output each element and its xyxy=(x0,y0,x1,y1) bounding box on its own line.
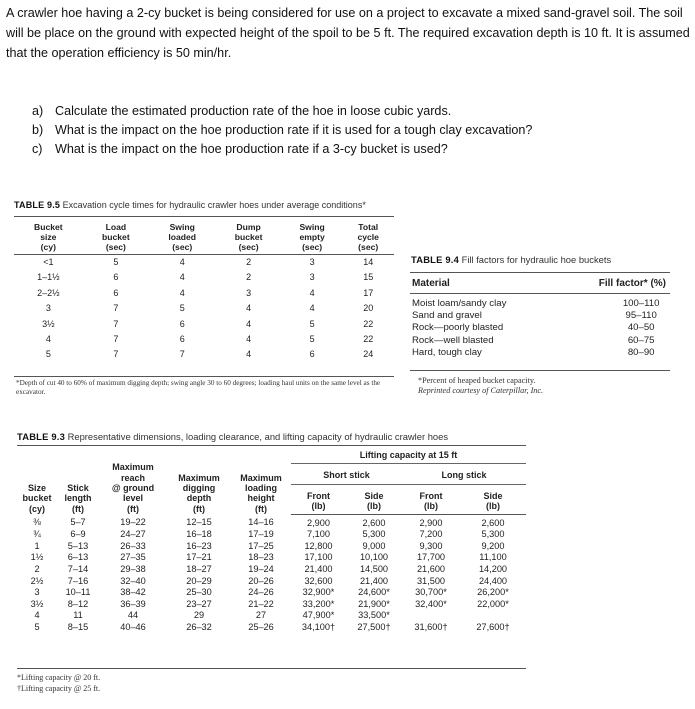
table93-footnote: †Lifting capacity @ 25 ft. xyxy=(17,684,101,693)
table-cell: 21,600 xyxy=(416,564,446,574)
table-row xyxy=(14,332,394,347)
table-cell: 3½ xyxy=(42,318,55,329)
table-cell: 32–40 xyxy=(120,575,146,586)
header-line: empty xyxy=(299,232,325,242)
table-cell: 14 xyxy=(363,257,374,267)
table-cell xyxy=(460,610,526,622)
table94-number: TABLE 9.4 xyxy=(411,254,459,265)
header-line: height xyxy=(247,493,275,504)
question-item xyxy=(32,102,672,121)
table-row xyxy=(410,294,670,311)
table93-bottom-rule xyxy=(17,668,526,669)
table-cell: 1 xyxy=(34,540,40,551)
table-cell: 25–26 xyxy=(248,621,274,632)
table-cell: 12,800 xyxy=(304,540,333,551)
table-cell: 4 xyxy=(246,349,252,360)
header-line: reach xyxy=(120,472,146,483)
table-cell: 14–16 xyxy=(248,517,274,528)
table-row xyxy=(410,322,670,334)
table93-header-side xyxy=(460,484,526,514)
table-cell: 1½ xyxy=(30,552,44,563)
table93-caption xyxy=(17,427,448,445)
table-cell: 40–46 xyxy=(120,621,146,632)
question-list xyxy=(32,102,672,159)
table-cell: 7 xyxy=(113,303,119,314)
table-cell: 33,200* xyxy=(302,598,335,609)
table-cell: 2 xyxy=(34,564,40,574)
table-cell: 7–14 xyxy=(67,564,89,574)
header-line: Stick xyxy=(67,482,89,493)
table-cell: 17,100 xyxy=(304,552,333,563)
table-cell: 21–22 xyxy=(248,598,274,609)
table-cell: 26–33 xyxy=(120,540,146,551)
table-cell: 10–11 xyxy=(65,587,91,598)
table95-title: Excavation cycle times for hydraulic crawler hoes under average conditions* xyxy=(62,200,366,210)
table-cell: 4 xyxy=(309,287,315,298)
table-row xyxy=(17,552,526,564)
table-cell: 20–29 xyxy=(186,575,212,586)
table-cell: 5 xyxy=(309,334,315,345)
header-line: Front xyxy=(307,490,330,501)
header-line: Maximum xyxy=(178,472,220,483)
table-cell: 5 xyxy=(179,303,185,314)
table-row xyxy=(17,541,526,553)
table-cell: 5 xyxy=(309,318,315,329)
table-cell: 24,600* xyxy=(358,587,390,598)
table-cell: Moist loam/sandy clay xyxy=(412,298,507,309)
table-cell: 33,500* xyxy=(358,610,390,621)
table-cell: 3½ xyxy=(30,598,44,609)
header-line: depth xyxy=(186,493,212,504)
table-cell: 24 xyxy=(363,349,374,360)
table-row xyxy=(17,599,526,611)
table-cell: 4 xyxy=(34,610,40,621)
table-cell: 8–15 xyxy=(67,621,89,632)
table-cell: 5–7 xyxy=(70,517,86,528)
table-row xyxy=(17,576,526,588)
table-row xyxy=(14,270,394,285)
table-cell: 4 xyxy=(45,334,51,345)
header-line: bucket xyxy=(22,493,52,504)
table-cell: 16–18 xyxy=(186,529,212,540)
table-row xyxy=(14,255,394,271)
table93-header-front xyxy=(291,484,346,514)
table95-number: TABLE 9.5 xyxy=(14,200,61,210)
table-cell: ⅜ xyxy=(33,517,41,528)
table-cell: 19–24 xyxy=(248,564,274,574)
table94-header-fill-factor: Fill factor* (%) xyxy=(522,278,670,294)
table94-bottom-rule xyxy=(410,370,670,371)
question-text: What is the impact on the hoe production rate if a 3-cy bucket is used? xyxy=(55,142,448,156)
table93-header-front xyxy=(402,484,460,514)
problem-statement: A crawler hoe having a 2-cy bucket is being considered for use on a project to excavate a mixed sand-gravel soil. The soil will be place on the ground with expected height of the spoil to be 5 ft. The required excavation depth is 10 ft. It is assumed that the operation efficiency is 50 min/hr. xyxy=(6,6,690,60)
table-cell: 5,300 xyxy=(362,529,386,540)
header-line: Size xyxy=(27,482,46,493)
table-cell: 22 xyxy=(363,334,374,345)
table93-header-height xyxy=(231,450,291,514)
table-cell: 4 xyxy=(246,334,252,345)
table-cell: 11,100 xyxy=(479,552,507,563)
table-cell: 36–39 xyxy=(120,598,146,609)
table-cell: 7,100 xyxy=(307,529,330,540)
table-cell: 1–1½ xyxy=(37,272,60,283)
table-cell: 11 xyxy=(73,610,83,621)
table-cell: 5 xyxy=(113,257,119,267)
table-cell: 60–75 xyxy=(627,334,655,346)
table-cell: 4 xyxy=(246,303,252,314)
header-line: (lb) xyxy=(486,501,500,512)
table93-header-lifting: Lifting capacity at 15 ft xyxy=(291,450,526,464)
table-cell: 4 xyxy=(246,318,252,329)
table-cell: 27,500† xyxy=(357,621,391,632)
table-cell: 6 xyxy=(113,287,119,298)
table-cell: 27 xyxy=(255,610,267,621)
header-line: (ft) xyxy=(72,503,84,514)
table93-top-rule xyxy=(17,445,526,446)
header-line: (ft) xyxy=(255,503,267,514)
table-cell: 2½ xyxy=(30,575,44,586)
table-cell: 2 xyxy=(246,272,252,283)
header-line: @ ground xyxy=(111,482,155,493)
table-cell: ¾ xyxy=(33,529,41,540)
table-cell: 44 xyxy=(127,610,139,621)
table-row xyxy=(410,347,670,359)
table93-header-size xyxy=(17,450,57,514)
table93-number: TABLE 9.3 xyxy=(17,431,65,442)
table95-footnote: *Depth of cut 40 to 60% of maximum digging depth; swing angle 30 to 60 degrees; loading haul units on the same level as the excavator. xyxy=(16,379,381,396)
table-cell: 5 xyxy=(34,621,40,632)
table-cell: 20 xyxy=(363,303,374,314)
question-label: a) xyxy=(32,104,44,118)
table-cell: 2,900 xyxy=(419,517,443,528)
table95-header-swing-loaded xyxy=(149,222,215,255)
table-cell: 20–26 xyxy=(248,575,274,586)
table-cell: 2,900 xyxy=(307,517,330,528)
table-cell: 5 xyxy=(45,349,51,360)
header-line: (lb) xyxy=(424,501,438,512)
table94-footnote: *Percent of heaped bucket capacity. xyxy=(418,376,536,385)
question-item xyxy=(32,140,672,159)
table-cell: 15 xyxy=(363,272,374,283)
question-item xyxy=(32,121,672,140)
header-line: (sec) xyxy=(358,242,379,252)
table-cell: 2,600 xyxy=(362,517,386,528)
question-text: Calculate the estimated production rate of the hoe in loose cubic yards. xyxy=(55,104,452,118)
table95-header-load xyxy=(83,222,149,255)
table-cell: 4 xyxy=(179,272,185,283)
table-cell: 9,300 xyxy=(419,540,443,551)
header-line: length xyxy=(64,493,92,504)
table-cell: 7–16 xyxy=(67,575,89,586)
table-cell: 24–26 xyxy=(248,587,274,598)
header-line: (lb) xyxy=(311,501,326,512)
table-row xyxy=(410,310,670,322)
table-cell: 5,300 xyxy=(481,529,505,540)
table-cell: 7 xyxy=(113,334,119,345)
header-line: Front xyxy=(419,490,443,501)
table-cell: 22 xyxy=(363,318,374,329)
table-cell: 3 xyxy=(309,257,315,267)
table-cell: 26,200* xyxy=(477,587,509,598)
table-cell: 17–25 xyxy=(248,540,274,551)
table-cell: Rock—well blasted xyxy=(412,334,494,346)
table-cell: Sand and gravel xyxy=(412,310,482,322)
table93-header-long-stick: Long stick xyxy=(402,464,526,484)
table-cell: 7 xyxy=(113,349,119,360)
table-cell: 4 xyxy=(179,257,185,267)
table93-title: Representative dimensions, loading clearance, and lifting capacity of hydraulic crawler hoes xyxy=(67,431,449,442)
header-line: (sec) xyxy=(302,242,323,252)
table-cell: 3 xyxy=(309,272,315,283)
header-line: bucket xyxy=(101,232,130,242)
table-cell: 24,400 xyxy=(478,575,508,586)
table-cell: 4 xyxy=(179,287,185,298)
table-cell: 6–13 xyxy=(67,552,89,563)
header-line: Total xyxy=(358,222,379,232)
table-cell: 32,400* xyxy=(415,598,447,609)
table-row xyxy=(14,347,394,362)
table-row xyxy=(14,286,394,301)
header-line: digging xyxy=(182,482,216,493)
table-row xyxy=(14,301,394,316)
table-cell: 31,500 xyxy=(416,575,446,586)
table-cell: 6 xyxy=(113,272,119,283)
table94-top-rule xyxy=(410,272,670,273)
table-cell: 29 xyxy=(193,610,205,621)
table-cell: 95–110 xyxy=(625,310,657,322)
header-line: (lb) xyxy=(367,501,381,512)
table-cell: Rock—poorly blasted xyxy=(412,322,504,334)
table-cell: 16–23 xyxy=(186,540,212,551)
table-cell: 29–38 xyxy=(120,564,146,574)
table93-footnotes xyxy=(17,672,100,694)
table-row xyxy=(17,610,526,622)
table-cell: 27,600† xyxy=(476,621,510,632)
table-cell: 9,000 xyxy=(362,540,386,551)
table-row xyxy=(17,622,526,634)
table-cell: 17,700 xyxy=(416,552,446,563)
table95 xyxy=(14,222,394,363)
header-line: Swing xyxy=(169,222,195,232)
table-cell: 38–42 xyxy=(120,587,146,598)
header-line: loading xyxy=(245,482,277,493)
question-text: What is the impact on the hoe production rate if it is used for a tough clay excavation? xyxy=(55,123,533,137)
table-cell: 4 xyxy=(309,303,315,314)
table-cell: 100–110 xyxy=(622,298,660,309)
table95-top-rule xyxy=(14,216,394,217)
table94-header-material: Material xyxy=(410,278,522,294)
header-line: loaded xyxy=(168,232,197,242)
table95-header-swing-empty xyxy=(282,222,343,255)
table-cell: 3 xyxy=(45,303,51,314)
table95-header-dump xyxy=(215,222,281,255)
table-cell: 17–21 xyxy=(186,552,212,563)
table-row xyxy=(410,335,670,347)
header-line: Dump xyxy=(236,222,261,232)
table94 xyxy=(410,278,670,359)
table-row xyxy=(17,529,526,541)
table-cell: 80–90 xyxy=(627,346,655,358)
table-cell: 24–27 xyxy=(120,529,146,540)
header-line: (ft) xyxy=(127,503,139,514)
header-line: Bucket xyxy=(34,222,63,232)
table-cell: 10,100 xyxy=(359,552,389,563)
table95-caption xyxy=(14,200,366,210)
header-line: Side xyxy=(364,490,384,501)
table-cell: 6 xyxy=(309,349,315,360)
table95-header-bucket-size xyxy=(14,222,83,255)
table-cell: 14,500 xyxy=(359,564,389,574)
table93-header-depth xyxy=(167,450,231,514)
table-cell: 3 xyxy=(246,287,252,298)
table93-header-short-stick: Short stick xyxy=(291,464,402,484)
table-row xyxy=(17,564,526,576)
table-cell: 18–23 xyxy=(248,552,274,563)
header-line: (cy) xyxy=(40,242,56,252)
table-row xyxy=(17,514,526,529)
header-line: (sec) xyxy=(105,242,126,252)
table-cell: 40–50 xyxy=(627,322,655,334)
table-cell: 6 xyxy=(179,334,185,345)
header-line: Load xyxy=(105,222,127,232)
table93-footnote: *Lifting capacity @ 20 ft. xyxy=(17,673,101,682)
header-line: Side xyxy=(483,490,503,501)
table-cell: 3 xyxy=(34,587,40,598)
table-cell: 31,600† xyxy=(414,621,448,632)
table-cell: 32,900* xyxy=(302,587,335,598)
header-line: Maximum xyxy=(240,472,282,483)
header-line: cycle xyxy=(357,232,379,242)
table-cell xyxy=(402,610,460,622)
table-cell: 2–2½ xyxy=(37,287,60,298)
table94-credit: Reprinted courtesy of Caterpillar, Inc. xyxy=(418,386,544,395)
table-cell: 2 xyxy=(246,257,252,267)
table-cell: 14,200 xyxy=(478,564,508,574)
table95-bottom-rule xyxy=(14,376,394,377)
table-cell: 27–35 xyxy=(120,552,146,563)
table-cell: 17–19 xyxy=(248,529,274,540)
table95-header-total-cycle xyxy=(342,222,394,255)
table-cell: 7 xyxy=(179,349,185,360)
table-cell: 26–32 xyxy=(186,621,212,632)
table-cell: 21,400 xyxy=(359,575,389,586)
table-cell: 21,400 xyxy=(304,564,333,574)
table-cell: 9,200 xyxy=(481,540,505,551)
table-cell: 19–22 xyxy=(120,517,146,528)
table-cell: 32,600 xyxy=(304,575,333,586)
table-row xyxy=(14,317,394,332)
table93-header-reach xyxy=(99,450,167,514)
header-line: bucket xyxy=(234,232,263,242)
table-cell: 25–30 xyxy=(186,587,212,598)
table94-caption xyxy=(411,250,611,268)
header-line: (sec) xyxy=(238,242,259,252)
header-line: Maximum xyxy=(112,462,154,473)
header-line: (cy) xyxy=(28,503,45,514)
header-line: Swing xyxy=(299,222,325,232)
table-cell: 2,600 xyxy=(481,517,505,528)
table-cell: <1 xyxy=(43,257,54,267)
table-cell: 47,900* xyxy=(302,610,335,621)
table-cell: 30,700* xyxy=(415,587,447,598)
table-cell: 34,100† xyxy=(301,621,336,632)
header-line: level xyxy=(122,493,144,504)
table94-title: Fill factors for hydraulic hoe buckets xyxy=(461,254,612,265)
table-cell: 12–15 xyxy=(186,517,212,528)
table-cell: 5–13 xyxy=(67,540,89,551)
table-cell: 17 xyxy=(363,287,374,298)
table-row xyxy=(17,587,526,599)
header-line: (ft) xyxy=(193,503,205,514)
table-cell: 18–27 xyxy=(186,564,212,574)
question-label: b) xyxy=(32,123,44,137)
table-cell: Hard, tough clay xyxy=(412,346,482,358)
table93-header-stick xyxy=(57,450,99,514)
header-line: size xyxy=(40,232,57,242)
table94-footnote-block xyxy=(418,376,678,396)
table-cell: 6–9 xyxy=(70,529,86,540)
table93-header-side xyxy=(346,484,402,514)
table-cell: 23–27 xyxy=(186,598,212,609)
table-cell: 6 xyxy=(179,318,185,329)
header-line: (sec) xyxy=(172,242,193,252)
table-cell: 7,200 xyxy=(419,529,443,540)
table93 xyxy=(17,450,526,634)
table-cell: 21,900* xyxy=(358,598,390,609)
table-cell: 22,000* xyxy=(477,598,509,609)
question-label: c) xyxy=(32,142,43,156)
table-cell: 7 xyxy=(113,318,119,329)
table-cell: 8–12 xyxy=(67,598,89,609)
